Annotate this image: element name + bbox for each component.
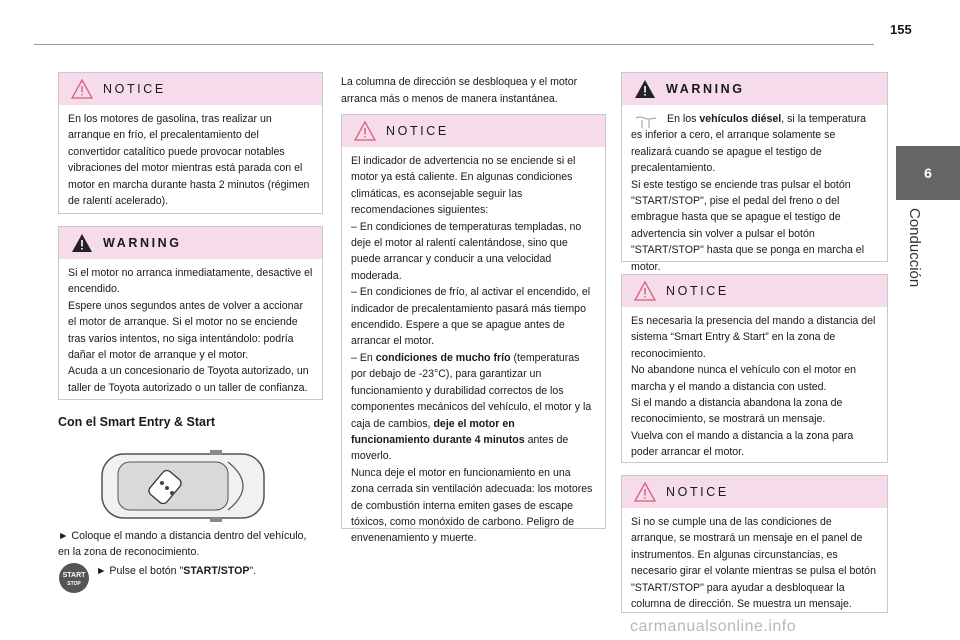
warning-title: WARNING: [103, 236, 182, 250]
warning-text: Si el motor no arranca inmediatamente, desactive el encendido. Espere unos segundos antes de volver a accionar el motor de arranque. Si el motor no se enciende tras varios intentos, no siga intentándolo: podría dañar el motor de arranque y el motor. Acuda a un concesionario de Toyota autorizado, un taller de Toyota autorizado o un taller de confianza.: [68, 267, 313, 394]
notice-title: NOTICE: [386, 124, 449, 138]
watermark: carmanualsonline.info: [630, 618, 797, 635]
warning-header: [59, 227, 322, 259]
caution-icon: [634, 482, 656, 502]
section-heading: Con el Smart Entry & Start: [58, 415, 215, 429]
p4-b: condiciones de mucho frío: [375, 351, 511, 364]
intro-text: La columna de dirección se desbloquea y el motor arranca más o menos de manera instantánea.: [341, 76, 578, 105]
notice-header: [622, 275, 887, 307]
w2-c: , si la temperatura es inferior a cero, el arranque solamente se realizará cuando se apague el testigo de precalentamiento.: [631, 113, 867, 175]
notice-box-1: [58, 72, 323, 214]
instruction-2-bold: START/STOP: [183, 565, 250, 577]
start-label: START: [62, 572, 86, 579]
start-stop-button-icon: [59, 563, 89, 593]
p4-d: deje el motor en funcionamiento durante 4 minutos: [351, 417, 525, 446]
warning-box-1: [58, 226, 323, 400]
notice-header: [622, 476, 887, 508]
w2-a: En los: [667, 113, 700, 125]
warning-paragraph-2: Si este testigo se enciende tras pulsar el botón "START/STOP", pise el pedal del freno o del embrague hasta que se apague el testigo de advertencia sin volver a pulsar el botón "START/STOP" hasta que se ponga en marcha el motor.: [631, 178, 865, 273]
warning-box-2: [621, 72, 888, 273]
warning-paragraph-1: [631, 111, 878, 177]
caution-icon: [354, 121, 376, 141]
warning-title: WARNING: [666, 82, 745, 96]
caution-icon: [634, 281, 656, 301]
chapter-title-text: Conducción: [906, 208, 923, 288]
car-key-illustration: [98, 450, 268, 522]
stop-label: STOP: [67, 581, 81, 587]
caution-icon: [71, 79, 93, 99]
notice-title: NOTICE: [103, 82, 166, 96]
instruction-1: ► Coloque el mando a distancia dentro del vehículo, en la zona de reconocimiento.: [58, 530, 307, 558]
notice-box-3: [621, 274, 888, 463]
notice-paragraph-2: – En condiciones de temperaturas templadas, no deje el motor al ralentí calentándose, sino que puede arrancar y conducir a una velocidad moderada.: [351, 220, 582, 282]
notice-box-2: [341, 114, 606, 545]
notice-title: NOTICE: [666, 284, 729, 298]
notice-paragraph-3: – En condiciones de frío, al activar el encendido, el indicador de precalentamiento pasará más tiempo encendido. Espere a que se apague antes de arrancar el motor.: [351, 286, 591, 348]
notice-paragraph-1: El indicador de advertencia no se enciende si el motor ya está caliente. En algunas condiciones climáticas, es aconsejable seguir las recomendaciones siguientes:: [351, 155, 576, 217]
w2-b: vehículos diésel: [699, 113, 782, 125]
notice-header: [342, 115, 605, 147]
notice-text: Si no se cumple una de las condiciones de arranque, se mostrará un mensaje en el panel de instrumentos. En algunas circunstancias, es necesario girar el volante mientras se pulsa el botón "START/STOP" para ayudar a desbloquear la columna de dirección. Se muestra un mensaje.: [631, 516, 876, 611]
notice-paragraph-4: [351, 350, 596, 465]
notice-text: En los motores de gasolina, tras realizar un arranque en frío, el precalentamiento del convertidor catalítico puede provocar notables vibraciones del motor mientras está parada con el motor en marcha durante hasta 2 minutos (régimen de ralentí acelerado).: [68, 113, 310, 208]
warning-icon: [71, 233, 93, 253]
notice-paragraph-5: Nunca deje el motor en funcionamiento en una zona cerrada sin ventilación adecuada: los motores de combustión interna emiten gases de escape tóxicos, como monóxido de carbono. Peligro de envenenamiento y muerte.: [351, 466, 593, 545]
p4-c: (temperaturas por debajo de -23°C), para garantizar un funcionamiento y durabilidad correctos de los componentes mecánicos del vehículo, el motor y la caja de cambios,: [351, 351, 592, 430]
notice-title: NOTICE: [666, 485, 729, 499]
p4-e: antes de moverlo.: [351, 433, 569, 463]
warning-header: [622, 73, 887, 105]
page-number: 155: [890, 22, 912, 37]
instruction-2-prefix: ► Pulse el botón ": [96, 565, 184, 577]
warning-icon: [634, 79, 656, 99]
instruction-2-suffix: ".: [249, 565, 257, 577]
chapter-tab[interactable]: 6: [896, 146, 960, 200]
p4-a: – En: [351, 351, 376, 364]
notice-box-4: [621, 475, 888, 613]
glow-plug-icon: [634, 115, 658, 129]
instruction-2: [96, 563, 321, 579]
notice-header: [59, 73, 322, 105]
top-divider: [34, 44, 874, 45]
notice-text: Es necesaria la presencia del mando a distancia del sistema “Smart Entry & Start” en la zona de reconocimiento. No abandone nunca el vehículo con el motor en marcha y el mando a distancia con usted. Si el mando a distancia abandona la zona de reconocimiento, se mostrará un mensaje. Vuelva con el mando a distancia a la zona para poder arrancar el motor.: [631, 315, 876, 459]
